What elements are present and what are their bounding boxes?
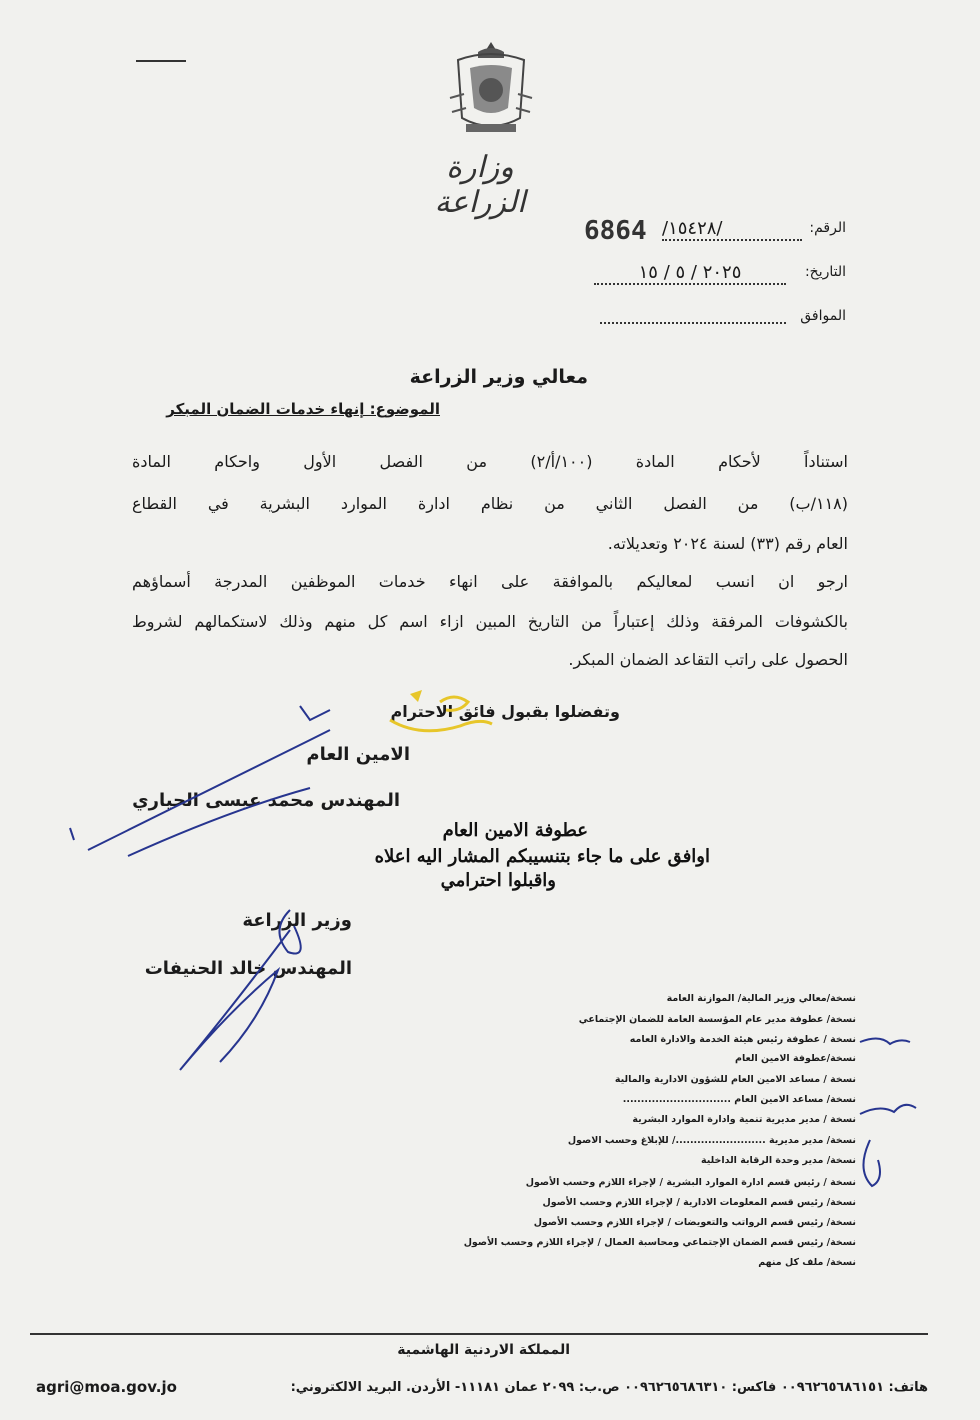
- footer-kingdom: المملكة الاردنية الهاشمية: [397, 1342, 570, 1358]
- closing: وتفضلوا بقبول فائق الاحترام: [390, 702, 620, 721]
- copy-line-12: نسخة/ رئيس قسم الرواتب والتعويضات / لإجراء اللازم وحسب الأصول: [533, 1217, 856, 1228]
- copy-line-9: نسخة/ مدير وحدة الرقابة الداخلية: [700, 1155, 856, 1166]
- coat-of-arms-icon: [448, 38, 534, 138]
- watermark-logo-icon: [380, 680, 500, 740]
- para2-line3: الحصول على راتب التقاعد الضمان المبكر.: [568, 650, 848, 669]
- handwritten-line1: عطوفة الامين العام: [442, 820, 588, 841]
- ref-label: الرقم:: [809, 220, 846, 236]
- copy-line-7: نسخة / مدير مديرية تنمية وادارة الموارد البشرية: [632, 1114, 856, 1125]
- date-label: التاريخ:: [804, 264, 846, 280]
- footer-contact: هاتف: ٠٠٩٦٢٦٥٦٨٦١٥١ فاكس: ٠٠٩٦٢٦٥٦٨٦٣١٠ ص.ب: ٢٠٩٩ عمان ١١١٨١- الأردن. البريد الالكتروني:: [290, 1380, 928, 1395]
- corresponding-dots: [600, 322, 786, 324]
- top-rule: [136, 60, 186, 62]
- copy-line-1: نسخة/معالي وزير المالية/ الموازنة العامة: [666, 993, 856, 1004]
- ministry-name: وزارة الزراعة: [434, 150, 526, 220]
- sec-name: المهندس محمد عيسى الحياري: [132, 790, 400, 811]
- copy-line-14: نسخة/ ملف كل منهم: [758, 1257, 856, 1268]
- copy-line-13: نسخة/ رئيس قسم الضمان الإجتماعي ومحاسبة العمال / لإجراء اللازم وحسب الأصول: [463, 1237, 856, 1248]
- signature-scribbles-icon: [60, 690, 380, 1090]
- copy-line-10: نسخة / رئيس قسم ادارة الموارد البشرية / لإجراء اللازم وحسب الأصول: [525, 1177, 856, 1188]
- handwritten-line3: واقبلوا احترامي: [440, 870, 556, 891]
- ref-number: /١٥٤٢٨/: [662, 218, 802, 241]
- corresponding-label: الموافق: [800, 308, 846, 324]
- copy-line-8: نسخة/ مدير مديرية ........................./ للإبلاغ وحسب الاصول: [567, 1135, 856, 1146]
- margin-initials-icon: [850, 1030, 930, 1200]
- para1-line1: استناداً لأحكام المادة (١٠٠/أ/٢) من الفصل الأول واحكام المادة: [132, 452, 848, 471]
- footer-rule: [30, 1333, 928, 1335]
- footer-email[interactable]: agri@moa.gov.jo: [36, 1378, 177, 1396]
- copy-line-2: نسخة/ عطوفة مدير عام المؤسسة العامة للضمان الإجتماعي: [578, 1014, 856, 1025]
- handwritten-line2: اوافق على ما جاء بتنسيبكم المشار اليه اعلاه: [374, 846, 710, 867]
- para1-line3: العام رقم (٣٣) لسنة ٢٠٢٤ وتعديلاته.: [607, 534, 848, 553]
- copy-line-11: نسخة/ رئيس قسم المعلومات الادارية / لإجراء اللازم وحسب الأصول: [542, 1197, 856, 1208]
- date-value: ٢٠٢٥ / ٥ / ١٥: [594, 262, 786, 285]
- minister-title: وزير الزراعة: [242, 910, 352, 931]
- copy-line-3: نسخة / عطوفة رئيس هيئة الخدمة والادارة العامه: [629, 1034, 856, 1045]
- copy-line-5: نسخة / مساعد الامين العام للشؤون الادارية والمالية: [614, 1074, 856, 1085]
- ref-stamp: 6864: [584, 216, 647, 246]
- minister-name: المهندس خالد الحنيفات: [144, 958, 352, 979]
- subject: الموضوع: إنهاء خدمات الضمان المبكر: [166, 400, 440, 418]
- sec-title: الامين العام: [306, 744, 410, 765]
- para2-line1: ارجو ان انسب لمعاليكم بالموافقة على انهاء خدمات الموظفين المدرجة أسماؤهم: [132, 572, 848, 591]
- para1-line2: (١١٨/ب) من الفصل الثاني من نظام ادارة الموارد البشرية في القطاع: [132, 494, 848, 513]
- addressee: معالي وزير الزراعة: [409, 366, 588, 388]
- copy-line-4: نسخة/عطوفة الامين العام: [735, 1053, 856, 1064]
- copy-line-6: نسخة/ مساعد الامين العام ..............................: [622, 1094, 856, 1105]
- para2-line2: بالكشوفات المرفقة وذلك إعتباراً من التاريخ المبين ازاء اسم كل منهم وذلك لاستكمالهم لشروط: [132, 612, 848, 631]
